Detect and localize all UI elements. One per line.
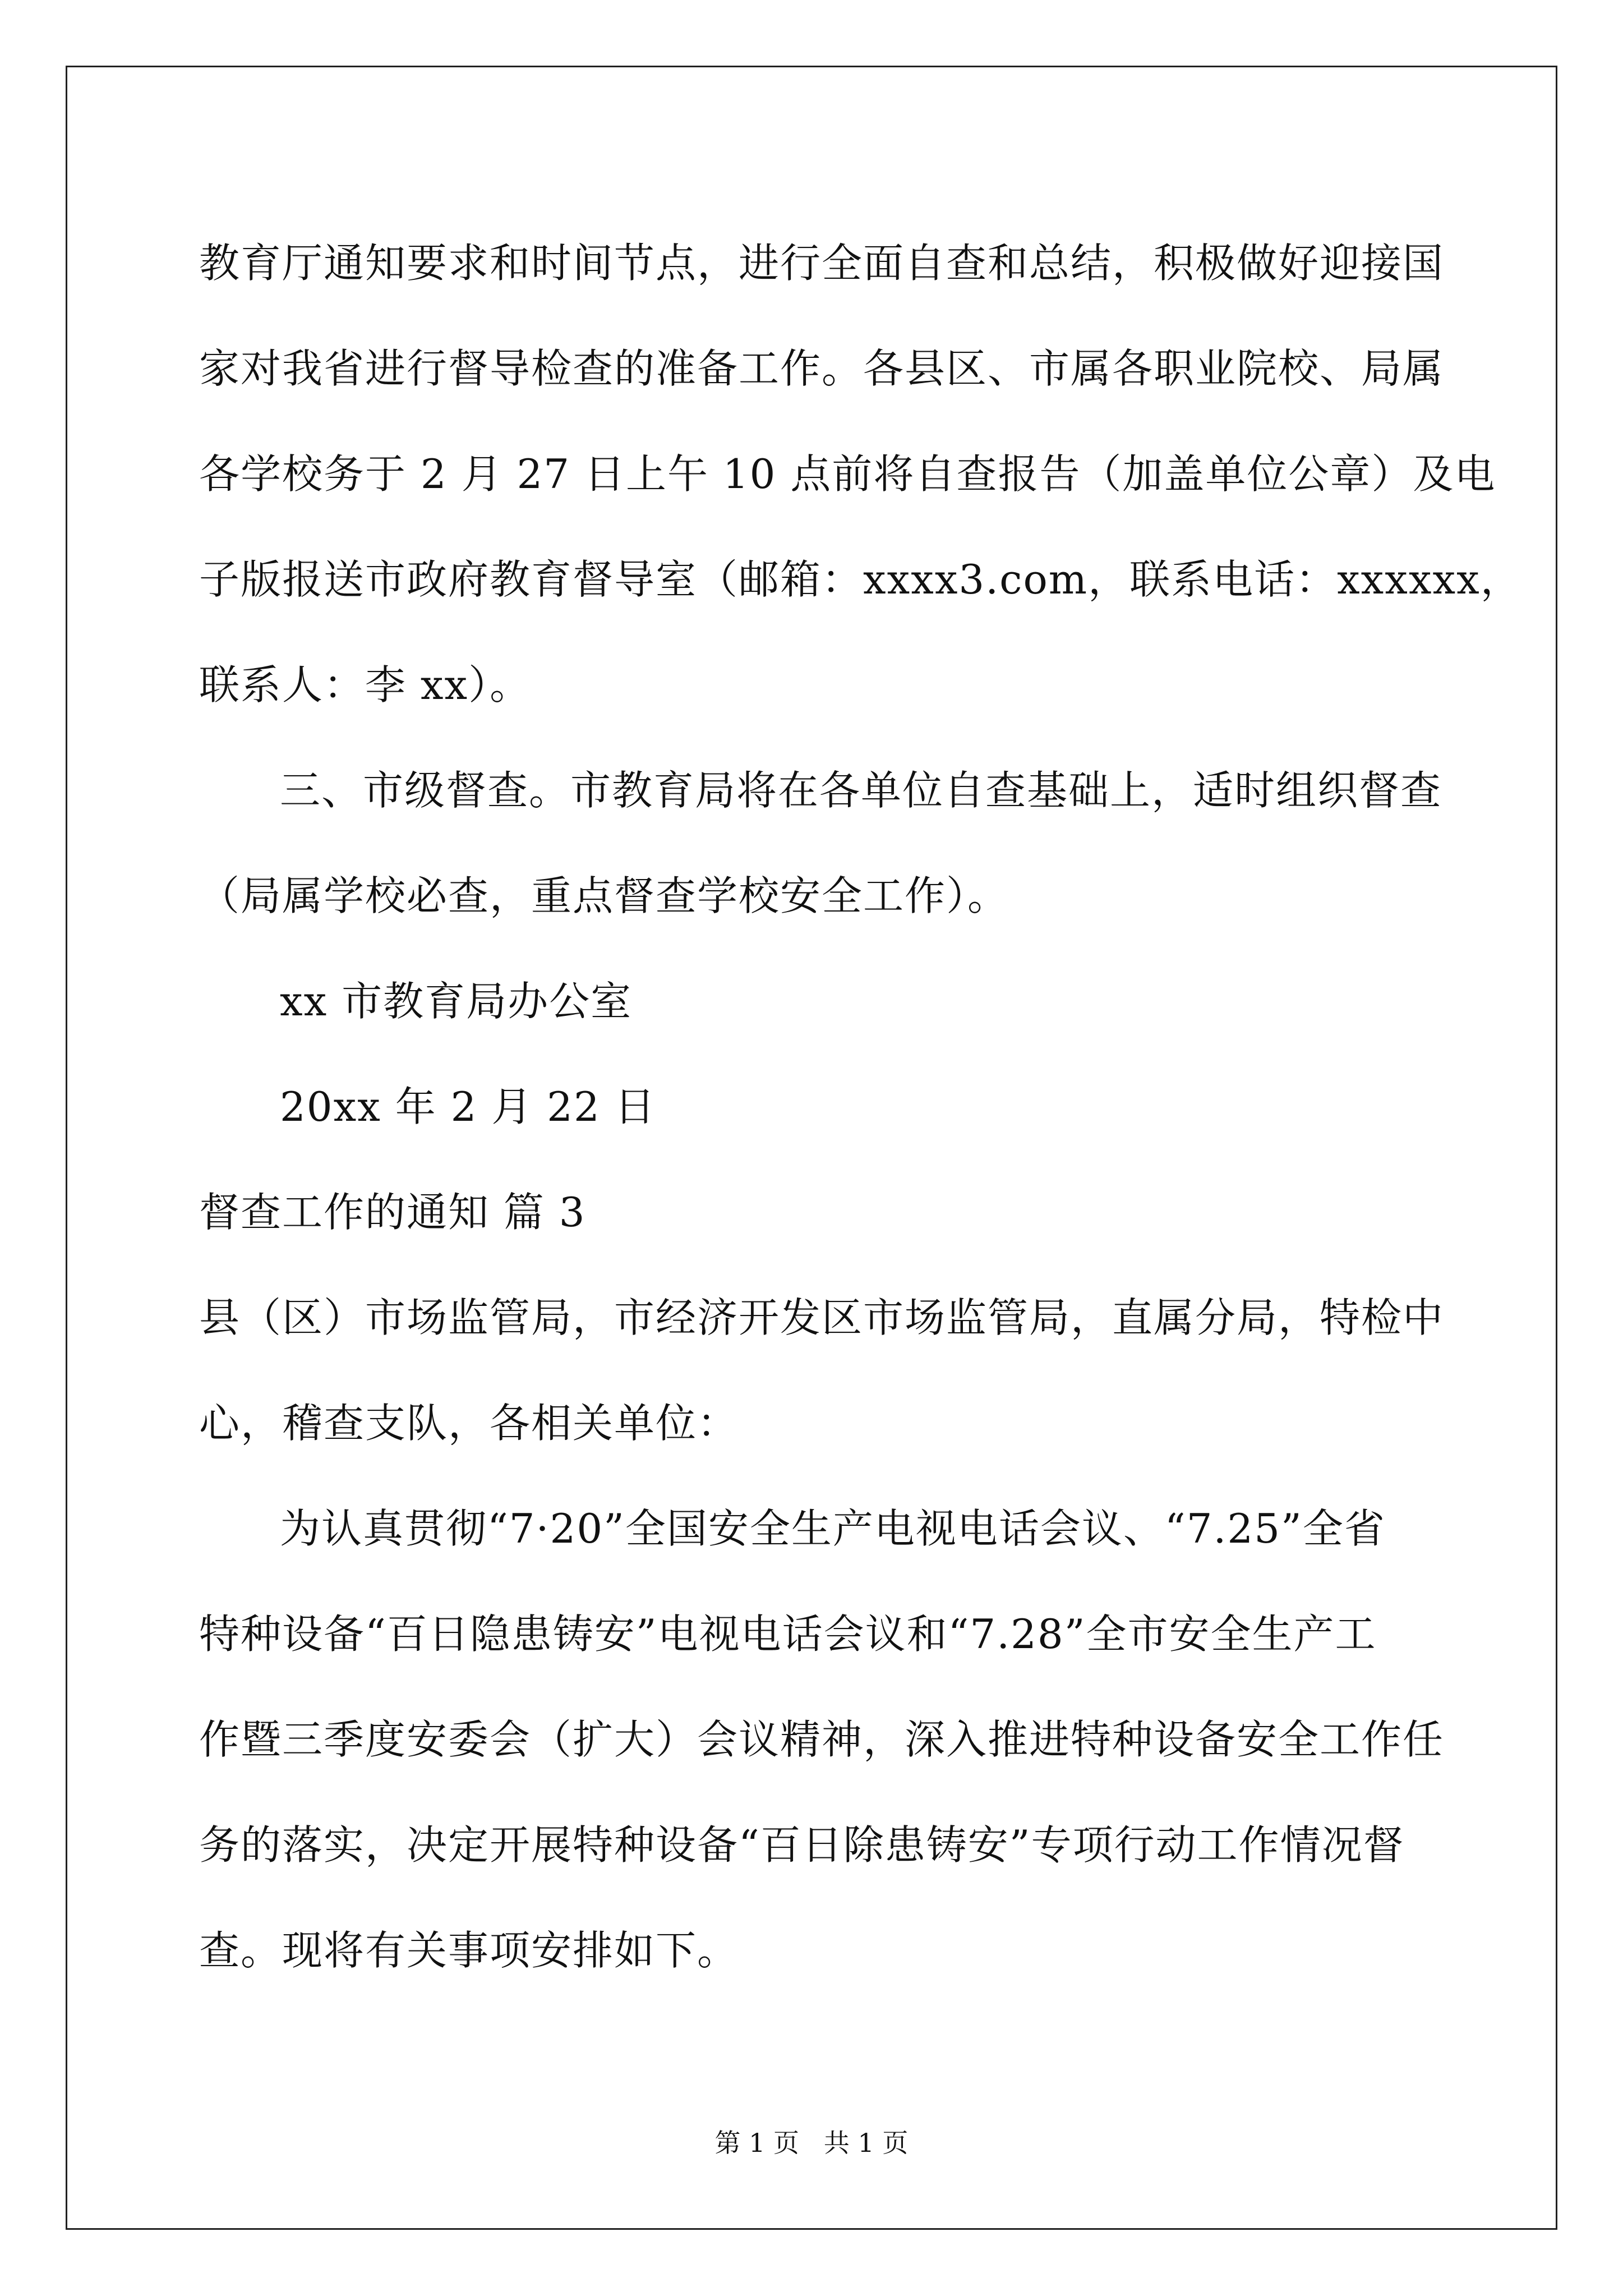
text-line: 三、市级督查。市教育局将在各单位自查基础上，适时组织督查 [280,767,1442,814]
text-line: 教育厅通知要求和时间节点，进行全面自查和总结，积极做好迎接国 [199,240,1445,287]
text-line: 心，稽查支队，各相关单位： [199,1400,739,1447]
text-line: 作暨三季度安委会（扩大）会议精神，深入推进特种设备安全工作任 [199,1716,1445,1763]
text-line: 家对我省进行督导检查的准备工作。各县区、市属各职业院校、局属 [199,345,1445,392]
page-number-footer: 第 1 页 共 1 页 [714,2128,909,2158]
text-line: 县（区）市场监管局，市经济开发区市场监管局，直属分局，特检中 [199,1294,1445,1341]
text-line: 特种设备“百日隐患铸安”电视电话会议和“7.28”全市安全生产工 [199,1611,1377,1658]
document-body [199,210,1522,2003]
text-line: 为认真贯彻“7·20”全国安全生产电视电话会议、“7.25”全省 [280,1505,1386,1552]
text-line: 子版报送市政府教育督导室（邮箱：xxxx3.com，联系电话：xxxxxx， [199,556,1522,603]
signature-date: 20xx 年 2 月 22 日 [280,1083,656,1130]
text-line: 各学校务于 2 月 27 日上午 10 点前将自查报告（加盖单位公章）及电 [199,450,1496,498]
section-heading: 督查工作的通知 篇 3 [199,1189,586,1236]
signature-office: xx 市教育局办公室 [280,978,633,1025]
text-line: 联系人：李 xx）。 [199,661,532,708]
text-line: 务的落实，决定开展特种设备“百日除患铸安”专项行动工作情况督 [199,1821,1405,1869]
text-line: （局属学校必查，重点督查学校安全工作）。 [199,872,1009,919]
text-line: 查。现将有关事项安排如下。 [199,1927,739,1974]
